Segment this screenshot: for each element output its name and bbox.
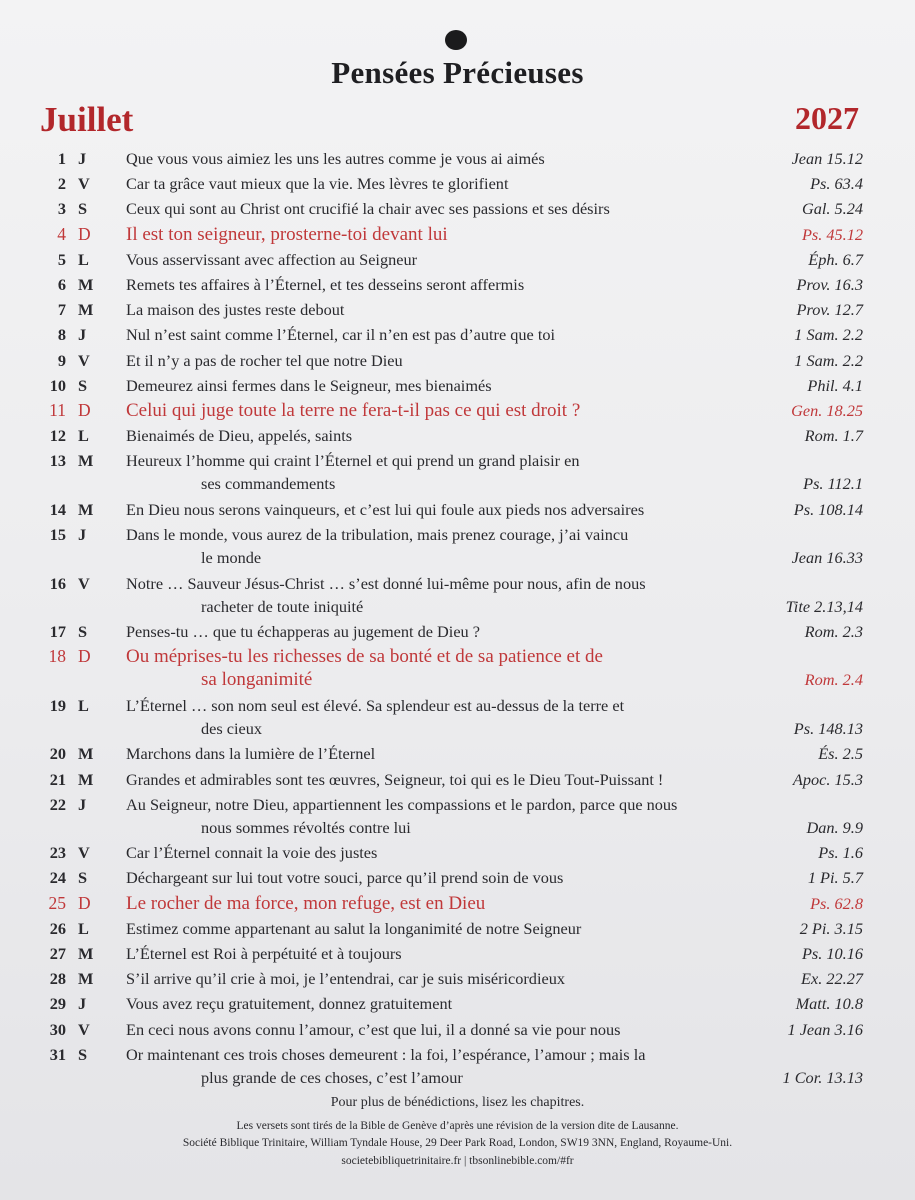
day-of-week: M	[78, 451, 94, 471]
verse-line: Dans le monde, vous aurez de la tribulation, mais prenez courage, j’ai vaincu	[126, 525, 629, 545]
verse-text	[126, 223, 776, 246]
day-number: 18	[48, 646, 66, 667]
verse-text	[126, 620, 776, 643]
verse-line: Penses-tu … que tu échapperas au jugement de Dieu ?	[126, 622, 480, 642]
day-of-week: M	[78, 499, 94, 519]
day-of-week: D	[78, 646, 91, 667]
verse-text	[126, 645, 776, 691]
day-of-week: V	[78, 174, 90, 194]
day-of-week: J	[78, 149, 87, 168]
day-number: 21	[49, 769, 66, 789]
verse-reference: Ps. 10.16	[801, 944, 863, 963]
day-number: 9	[57, 350, 66, 370]
verse-reference: Jean 16.33	[791, 548, 863, 568]
day-of-week: S	[78, 868, 88, 888]
verse-text	[126, 768, 776, 791]
verse-line: Car ta grâce vaut mieux que la vie. Mes lèvres te glorifient	[126, 174, 509, 194]
page-title: Pensées Précieuses	[331, 55, 584, 90]
verse-reference: 1 Pi. 5.7	[807, 868, 863, 888]
footer-links: societebibliquetrinitaire.fr | tbsonlinebible.com/#fr	[341, 1155, 574, 1167]
verse-line: L’Éternel est Roi à perpétuité et à toujours	[126, 944, 402, 963]
day-number: 29	[49, 994, 66, 1014]
verse-text	[126, 967, 776, 990]
footer-source: Les versets sont tirés de la Bible de Genève d’après une révision de la version dite de Lausanne.	[236, 1120, 679, 1132]
verse-text	[126, 793, 776, 839]
verse-text	[126, 1043, 776, 1089]
day-of-week: M	[78, 275, 94, 294]
verse-text	[126, 298, 776, 321]
verse-reference: Matt. 10.8	[795, 994, 863, 1014]
day-number: 30	[49, 1019, 66, 1039]
verse-text	[126, 374, 776, 397]
verse-reference: Ps. 45.12	[801, 224, 863, 244]
verse-line: Vous avez reçu gratuitement, donnez gratuitement	[126, 994, 453, 1014]
verse-text	[126, 449, 776, 495]
verse-text	[126, 349, 776, 372]
verse-text	[126, 866, 776, 889]
verse-text	[126, 147, 776, 170]
day-number: 5	[57, 249, 66, 269]
day-of-week: M	[78, 944, 94, 963]
day-of-week: V	[78, 350, 90, 370]
verse-line-continued: sa longanimité	[201, 669, 313, 691]
day-number: 13	[49, 451, 66, 471]
day-of-week: M	[78, 744, 94, 764]
verse-text	[126, 917, 776, 940]
verse-text	[126, 694, 776, 740]
day-of-week: M	[78, 300, 94, 320]
day-of-week: D	[78, 223, 91, 244]
day-number: 23	[49, 843, 66, 863]
footer-address: Société Biblique Trinitaire, William Tyndale House, 29 Deer Park Road, London, SW19 3NN, England, Royaume-Uni.	[182, 1137, 733, 1149]
verse-reference: Gen. 18.25	[791, 401, 863, 420]
verse-line: Il est ton seigneur, prosterne-toi devant lui	[126, 223, 448, 245]
verse-reference: 1 Sam. 2.2	[794, 325, 863, 345]
day-of-week: J	[78, 794, 87, 814]
verse-line: Notre … Sauveur Jésus-Christ … s’est donné lui-même pour nous, afin de nous	[126, 573, 646, 593]
day-number: 16	[49, 573, 66, 593]
verse-text	[126, 248, 776, 271]
day-number: 10	[49, 375, 66, 395]
verse-reference: Rom. 2.3	[804, 622, 863, 642]
day-of-week: S	[78, 375, 88, 395]
verse-reference: Éph. 6.7	[808, 249, 863, 269]
footer-note: Pour plus de bénédictions, lisez les chapitres.	[330, 1095, 585, 1110]
verse-line: Heureux l’homme qui craint l’Éternel et qui prend un grand plaisir en	[126, 451, 580, 471]
day-of-week: L	[78, 249, 89, 269]
verse-line: Bienaimés de Dieu, appelés, saints	[126, 426, 353, 446]
verse-reference: Ps. 1.6	[818, 843, 863, 863]
verse-text	[126, 572, 776, 618]
day-of-week: M	[78, 769, 94, 789]
day-number: 2	[57, 174, 66, 194]
verse-line: Car l’Éternel connait la voie des justes	[126, 843, 378, 863]
day-number: 24	[49, 868, 66, 888]
verse-text	[126, 841, 776, 864]
day-number: 22	[49, 794, 66, 814]
verse-line: Déchargeant sur lui tout votre souci, parce qu’il prend soin de vous	[126, 868, 564, 888]
verse-reference: 1 Cor. 13.13	[782, 1067, 863, 1087]
verse-reference: Gal. 5.24	[801, 199, 863, 219]
verse-reference: Apoc. 15.3	[792, 769, 863, 789]
day-of-week: S	[78, 622, 88, 642]
verse-text	[126, 742, 776, 765]
verse-reference: Prov. 12.7	[796, 300, 863, 320]
verse-text	[126, 523, 776, 569]
day-number: 1	[57, 149, 66, 168]
day-number: 6	[57, 275, 66, 294]
day-number: 19	[49, 695, 66, 715]
day-of-week: V	[78, 1019, 90, 1039]
day-number: 17	[49, 622, 66, 642]
verse-line: Celui qui juge toute la terre ne fera-t-il pas ce qui est droit ?	[126, 400, 581, 421]
verse-text	[126, 273, 776, 296]
verse-text	[126, 1018, 776, 1041]
day-number: 25	[48, 892, 66, 913]
day-number: 11	[49, 400, 66, 420]
day-of-week: L	[78, 695, 89, 715]
verse-reference: Ex. 22.27	[801, 969, 863, 989]
verse-reference: Ps. 63.4	[810, 174, 863, 194]
verse-reference: Rom. 2.4	[804, 670, 863, 690]
verse-text	[126, 399, 776, 422]
verse-line-continued: ses commandements	[201, 474, 336, 494]
verse-reference: Tite 2.13,14	[785, 596, 863, 616]
day-number: 20	[49, 744, 66, 764]
verse-reference: 2 Pi. 3.15	[799, 918, 863, 938]
verse-reference: Ps. 112.1	[803, 474, 863, 494]
verse-text	[126, 424, 776, 447]
verse-reference: Rom. 1.7	[804, 426, 863, 446]
verse-reference: 1 Sam. 2.2	[794, 350, 863, 370]
verse-text	[126, 323, 776, 346]
verse-reference: Ps. 108.14	[793, 499, 863, 519]
verse-reference: És. 2.5	[818, 744, 863, 764]
verse-line: Or maintenant ces trois choses demeurent : la foi, l’espérance, l’amour ; mais la	[126, 1044, 646, 1064]
verse-reference: Prov. 16.3	[796, 275, 863, 294]
day-of-week: S	[78, 199, 88, 219]
verse-line: Ou méprises-tu les richesses de sa bonté et de sa patience et de	[126, 646, 603, 668]
day-number: 15	[49, 525, 66, 545]
day-number: 8	[57, 325, 66, 345]
verse-line-continued: des cieux	[201, 718, 263, 738]
verse-line: L’Éternel … son nom seul est élevé. Sa splendeur est au-dessus de la terre et	[126, 695, 625, 715]
verse-line: Vous asservissant avec affection au Seigneur	[126, 249, 418, 269]
day-number: 12	[49, 426, 66, 446]
day-of-week: L	[78, 918, 89, 938]
day-number: 3	[57, 199, 66, 219]
verse-line: Ceux qui sont au Christ ont crucifié la chair avec ses passions et ses désirs	[126, 199, 610, 219]
verse-reference: 1 Jean 3.16	[787, 1019, 863, 1039]
verse-line-continued: nous sommes révoltés contre lui	[201, 817, 411, 837]
verse-line: Le rocher de ma force, mon refuge, est en Dieu	[126, 892, 486, 914]
day-of-week: D	[78, 892, 91, 913]
verse-text	[126, 172, 776, 195]
verse-line: En ceci nous avons connu l’amour, c’est que lui, il a donné sa vie pour nous	[126, 1019, 621, 1039]
verse-text	[126, 498, 776, 521]
day-of-week: D	[78, 400, 91, 420]
day-number: 28	[49, 969, 66, 989]
verse-line: Nul n’est saint comme l’Éternel, car il n’en est pas d’autre que toi	[126, 325, 556, 345]
verse-line: Estimez comme appartenant au salut la longanimité de notre Seigneur	[126, 918, 582, 938]
day-of-week: S	[78, 1044, 88, 1064]
day-number: 4	[57, 223, 66, 244]
day-of-week: J	[78, 525, 87, 545]
year-label: 2027	[795, 100, 859, 136]
verse-reference: Ps. 148.13	[793, 718, 863, 738]
verse-reference: Dan. 9.9	[806, 817, 863, 837]
day-number: 31	[49, 1044, 66, 1064]
verse-line: Et il n’y a pas de rocher tel que notre Dieu	[126, 350, 403, 370]
verse-line: La maison des justes reste debout	[126, 300, 345, 320]
verse-text	[126, 197, 776, 220]
day-number: 14	[49, 499, 66, 519]
verse-reference: Ps. 62.8	[810, 893, 863, 913]
day-number: 7	[57, 300, 66, 320]
day-number: 27	[49, 944, 66, 963]
day-of-week: V	[78, 843, 90, 863]
verse-reference: Phil. 4.1	[807, 375, 863, 395]
verse-line: S’il arrive qu’il crie à moi, je l’entendrai, car je suis miséricordieux	[126, 969, 565, 989]
month-label: Juillet	[40, 100, 134, 139]
day-of-week: J	[78, 994, 87, 1014]
verse-reference: Jean 15.12	[791, 149, 863, 168]
day-of-week: V	[78, 573, 90, 593]
day-number: 26	[49, 918, 66, 938]
verse-line: Au Seigneur, notre Dieu, appartiennent les compassions et le pardon, parce que nous	[126, 794, 678, 814]
verse-line: Que vous vous aimiez les uns les autres comme je vous ai aimés	[126, 149, 545, 168]
verse-line: En Dieu nous serons vainqueurs, et c’est lui qui foule aux pieds nos adversaires	[126, 499, 645, 519]
verse-line: Demeurez ainsi fermes dans le Seigneur, mes bienaimés	[126, 375, 492, 395]
verse-text	[126, 992, 776, 1015]
day-of-week: L	[78, 426, 89, 446]
verse-line: Marchons dans la lumière de l’Éternel	[126, 744, 376, 764]
verse-line-continued: plus grande de ces choses, c’est l’amour	[201, 1067, 463, 1087]
verse-text	[126, 942, 776, 965]
verse-line-continued: le monde	[201, 548, 262, 568]
verse-line: Grandes et admirables sont tes œuvres, Seigneur, toi qui es le Dieu Tout-Puissant !	[126, 769, 664, 789]
day-of-week: J	[78, 325, 87, 345]
verse-line: Remets tes affaires à l’Éternel, et tes desseins seront affermis	[126, 275, 525, 294]
day-of-week: M	[78, 969, 94, 989]
verse-line-continued: racheter de toute iniquité	[201, 596, 364, 616]
hanging-hole	[445, 30, 467, 50]
verse-text	[126, 892, 776, 915]
